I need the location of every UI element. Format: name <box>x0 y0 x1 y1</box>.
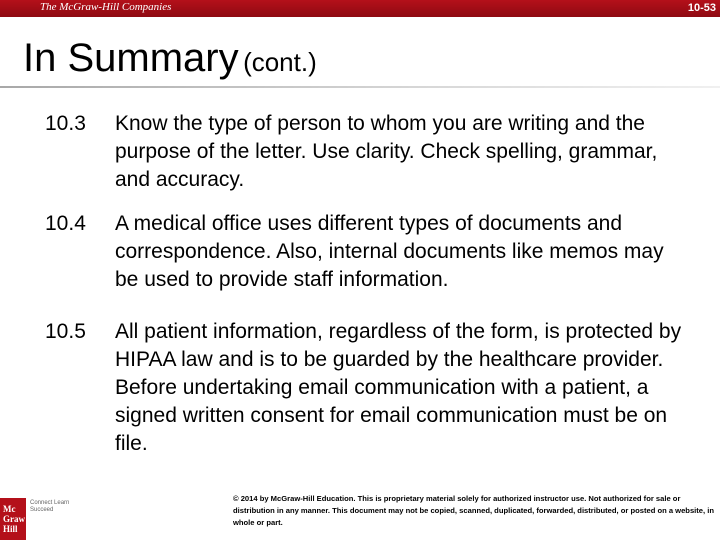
slide-number: 10-53 <box>687 2 716 14</box>
page-title <box>23 36 317 81</box>
logo-text: Mc Graw Hill <box>3 504 25 534</box>
item-number: 10.5 <box>45 320 86 343</box>
publisher-logo <box>0 498 26 540</box>
copyright-notice: © 2014 by McGraw-Hill Education. This is proprietary material solely for authorized instructor use. Not authorized for sale or distribution in any manner. This document may not be copied, scanned, duplicated, forwarded, distributed, or posted on a website, in whole or part. <box>233 494 714 527</box>
item-text: Know the type of person to whom you are writing and the purpose of the letter. Use clarity. Check spelling, grammar, and accuracy. <box>115 112 658 191</box>
item-number: 10.4 <box>45 212 86 235</box>
item-text: All patient information, regardless of the form, is protected by HIPAA law and is to be guarded by the healthcare provider. Before undertaking email communication with a patient, a signed written consent for email communication must be on file. <box>115 320 682 455</box>
logo-tagline: Connect Learn Succeed <box>30 500 70 513</box>
item-number: 10.3 <box>45 112 86 135</box>
title-sub: (cont.) <box>243 47 317 77</box>
title-divider <box>0 86 720 88</box>
header-bar <box>0 0 720 17</box>
publisher-brand: The McGraw-Hill Companies <box>40 1 172 13</box>
item-text: A medical office uses different types of documents and correspondence. Also, internal documents like memos may be used to provide staff information. <box>115 212 664 291</box>
title-main: In Summary <box>23 36 239 80</box>
